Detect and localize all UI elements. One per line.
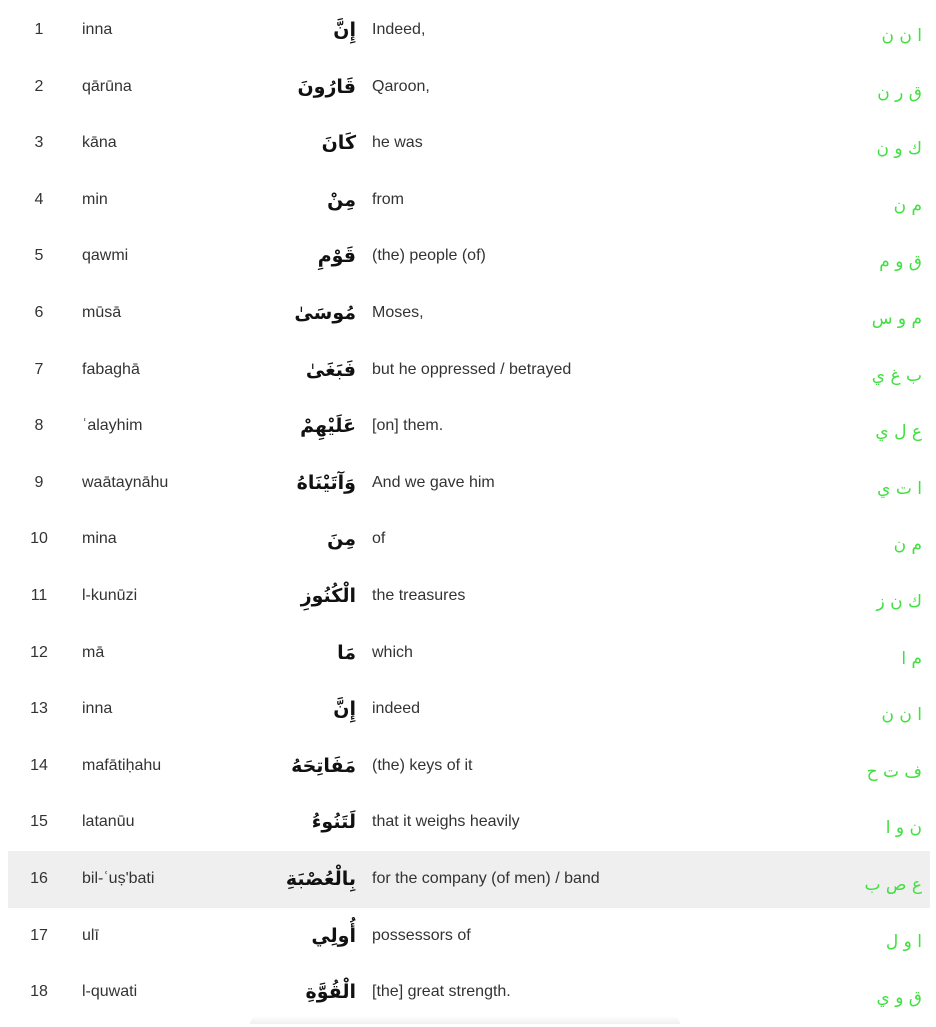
word-row[interactable] (8, 851, 930, 908)
word-number: 18 (30, 983, 48, 1001)
word-number: 17 (30, 926, 48, 944)
word-translation: he was (372, 134, 423, 152)
word-arabic: مِنْ (327, 188, 356, 211)
word-number: 4 (34, 190, 44, 208)
word-root-letters: م ن (893, 535, 922, 556)
word-root-letters: م و س (871, 308, 922, 329)
word-number: 5 (34, 247, 44, 265)
word-transliteration: l-quwati (82, 983, 138, 1001)
word-root-letters: ك ن ز (876, 591, 922, 612)
word-translation: possessors of (372, 926, 471, 944)
word-number: 10 (30, 530, 48, 548)
word-translation: that it weighs heavily (372, 813, 520, 831)
word-number: 2 (34, 77, 44, 95)
word-row[interactable] (8, 738, 930, 795)
word-row[interactable] (8, 908, 930, 965)
word-transliteration: latanūu (82, 813, 135, 831)
word-number: 15 (30, 813, 48, 831)
word-number: 16 (30, 869, 48, 887)
word-arabic: الْكُنُوزِ (300, 584, 356, 607)
word-translation: (the) keys of it (372, 756, 473, 774)
word-row[interactable] (8, 342, 930, 399)
word-row[interactable] (8, 398, 930, 455)
word-arabic: قَارُونَ (297, 75, 356, 98)
word-arabic: عَلَيْهِمْ (300, 415, 356, 438)
word-transliteration: mūsā (82, 303, 122, 321)
word-translation: Qaroon, (372, 77, 430, 95)
word-number: 11 (30, 586, 48, 604)
word-root-letters: ا و ل (885, 931, 922, 952)
word-number: 8 (34, 417, 44, 435)
word-number: 7 (34, 360, 44, 378)
word-number: 14 (30, 756, 48, 774)
word-number: 12 (30, 643, 48, 661)
word-arabic: لَتَنُوءُ (311, 811, 356, 834)
word-translation: (the) people (of) (372, 247, 486, 265)
word-translation: but he oppressed / betrayed (372, 360, 572, 378)
word-transliteration: min (82, 190, 108, 208)
word-root-letters: ا ن ن (881, 26, 922, 46)
word-number: 6 (34, 303, 44, 321)
word-root-letters: م ن (893, 195, 922, 216)
word-translation: which (372, 643, 413, 661)
word-arabic: فَبَغَىٰ (305, 358, 356, 381)
word-transliteration: kāna (82, 134, 117, 152)
word-root-letters: ا ن ن (881, 705, 922, 726)
word-by-word-table (8, 2, 930, 1021)
word-row[interactable] (8, 59, 930, 116)
word-translation: of (372, 530, 386, 548)
word-transliteration: ʿalayhim (82, 417, 143, 435)
word-arabic: وَآتَيْنَاهُ (296, 471, 356, 494)
word-row[interactable] (8, 115, 930, 172)
word-root-letters: ف ت ح (866, 761, 922, 782)
word-translation: from (372, 190, 404, 208)
word-translation: And we gave him (372, 473, 495, 491)
word-transliteration: fabaghā (82, 360, 140, 378)
word-transliteration: ulī (82, 926, 99, 944)
word-root-letters: ق و م (879, 252, 922, 273)
word-number: 9 (34, 473, 44, 491)
word-row[interactable] (8, 794, 930, 851)
word-root-letters: ب غ ي (871, 365, 922, 386)
word-row[interactable] (8, 285, 930, 342)
word-transliteration: qawmi (82, 247, 129, 265)
word-arabic: مِنَ (327, 528, 356, 551)
word-root-letters: ك و ن (876, 139, 922, 160)
word-arabic: إِنَّ (333, 19, 356, 41)
word-transliteration: mafātiḥahu (82, 756, 162, 774)
word-row[interactable] (8, 455, 930, 512)
word-root-letters: ق و ي (876, 988, 922, 1009)
scroll-edge-shadow (250, 1016, 680, 1024)
word-row[interactable] (8, 568, 930, 625)
word-translation: indeed (372, 700, 421, 718)
word-row[interactable] (8, 228, 930, 285)
word-translation: for the company (of men) / band (372, 869, 600, 887)
word-transliteration: inna (82, 700, 113, 718)
word-translation: [the] great strength. (372, 983, 511, 1001)
word-row[interactable] (8, 511, 930, 568)
word-root-letters: ن و ا (885, 818, 922, 839)
word-arabic: قَوْمِ (317, 245, 356, 268)
word-arabic: إِنَّ (333, 698, 356, 721)
word-arabic: أُولِي (311, 924, 356, 947)
word-translation: Moses, (372, 303, 424, 321)
word-translation: [on] them. (372, 417, 444, 435)
word-row[interactable] (8, 2, 930, 59)
word-transliteration: bil-ʿuṣ'bati (82, 869, 155, 887)
word-number: 1 (34, 21, 44, 38)
word-arabic: مَا (337, 641, 356, 664)
word-row[interactable] (8, 964, 930, 1021)
word-root-letters: ع ل ي (875, 422, 922, 443)
word-row[interactable] (8, 172, 930, 229)
word-arabic: الْقُوَّةِ (305, 981, 356, 1004)
word-transliteration: l-kunūzi (82, 586, 138, 604)
word-transliteration: inna (82, 21, 113, 38)
word-root-letters: ع ص ب (864, 874, 922, 895)
word-arabic: بِالْعُصْبَةِ (285, 867, 356, 890)
word-root-letters: م ا (901, 648, 922, 669)
word-row[interactable] (8, 681, 930, 738)
word-transliteration: waātaynāhu (82, 473, 169, 491)
word-arabic: كَانَ (321, 132, 356, 155)
word-root-letters: ا ت ي (877, 478, 922, 499)
word-arabic: مُوسَىٰ (294, 301, 356, 324)
word-arabic: مَفَاتِحَهُ (291, 754, 356, 777)
word-transliteration: qārūna (82, 77, 132, 95)
word-translation: the treasures (372, 586, 466, 604)
word-number: 3 (34, 134, 44, 152)
word-root-letters: ق ر ن (877, 82, 922, 103)
word-translation: Indeed, (372, 21, 426, 38)
word-transliteration: mina (82, 530, 117, 548)
word-number: 13 (30, 700, 48, 718)
word-transliteration: mā (82, 643, 105, 661)
word-row[interactable] (8, 625, 930, 682)
